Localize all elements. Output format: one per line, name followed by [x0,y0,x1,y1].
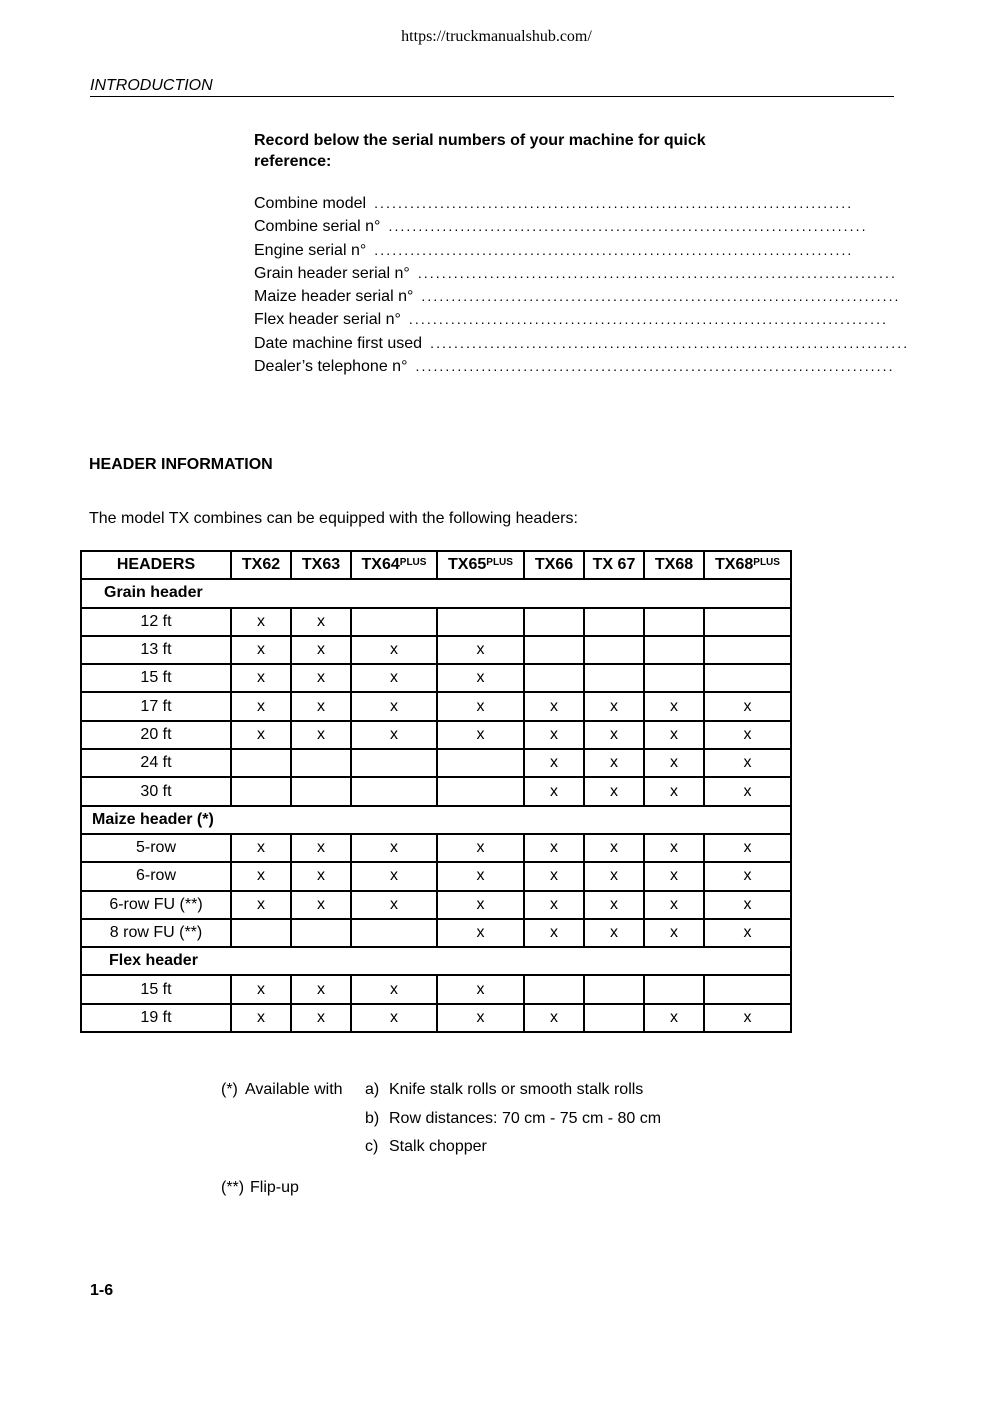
availability-cell: x [644,834,704,862]
availability-cell: x [644,1004,704,1032]
availability-cell [704,975,791,1003]
model-column-heading [231,551,291,579]
availability-cell: x [351,891,437,919]
availability-cell: x [437,636,524,664]
model-column-heading [524,551,584,579]
table-row [81,891,791,919]
availability-cell: x [524,777,584,805]
availability-cell: x [437,862,524,890]
availability-cell: x [644,692,704,720]
model-column-heading [291,551,351,579]
availability-cell: x [704,862,791,890]
availability-cell: x [524,749,584,777]
table-row [81,1004,791,1032]
availability-cell: x [231,891,291,919]
footnote-a-marker: a) [365,1081,380,1098]
availability-cell: x [351,975,437,1003]
group-row [81,806,791,834]
plus-suffix: PLUS [399,557,427,569]
row-label: 20 ft [81,721,231,749]
source-url: https://truckmanualshub.com/ [401,28,592,45]
availability-cell: x [351,834,437,862]
table-row [81,749,791,777]
availability-cell: x [351,1004,437,1032]
model-name: TX64 [361,556,400,574]
serial-field-row [254,308,889,331]
availability-cell: x [584,692,644,720]
serial-field-row [254,192,854,215]
availability-cell: x [437,1004,524,1032]
serial-field-label: Grain header serial n° [254,264,410,282]
availability-cell: x [291,664,351,692]
group-heading: Maize header (*) [81,806,791,834]
footnote-double-star-marker: (**) [221,1179,245,1196]
serial-field-row [254,285,901,308]
group-row [81,947,791,975]
availability-cell [351,749,437,777]
group-heading: Flex header [81,947,791,975]
availability-cell [437,608,524,636]
section-title: INTRODUCTION [90,77,894,97]
availability-cell: x [291,891,351,919]
availability-cell [524,636,584,664]
availability-cell: x [351,692,437,720]
model-name: TX65 [448,556,487,574]
model-column-heading [644,551,704,579]
group-row [81,579,791,607]
availability-cell [644,664,704,692]
serial-field-label: Flex header serial n° [254,311,401,329]
availability-cell: x [524,1004,584,1032]
table-row [81,834,791,862]
availability-cell: x [291,636,351,664]
availability-cell: x [231,721,291,749]
availability-cell: x [584,891,644,919]
availability-cell: x [584,749,644,777]
availability-cell: x [291,692,351,720]
availability-cell: x [644,891,704,919]
footnote-c-marker: c) [365,1138,379,1155]
availability-cell: x [584,721,644,749]
availability-cell [704,636,791,664]
row-label: 6-row FU (**) [81,891,231,919]
page-number: 1-6 [90,1282,114,1299]
serial-field-row [254,332,910,355]
model-name: TX68 [715,556,754,574]
availability-cell [524,975,584,1003]
table-row [81,777,791,805]
availability-cell: x [231,608,291,636]
availability-cell: x [437,664,524,692]
serial-field-dots: ................................................................................ [417,264,897,281]
availability-cell [351,608,437,636]
availability-cell: x [524,721,584,749]
row-label: 8 row FU (**) [81,919,231,947]
serial-fields-list [254,192,910,378]
row-label: 5-row [81,834,231,862]
availability-cell: x [644,721,704,749]
model-name: TX62 [241,556,281,574]
header-information-intro: The model TX combines can be equipped with the following headers: [89,510,578,527]
availability-cell: x [437,891,524,919]
serial-field-row [254,239,854,262]
availability-cell: x [644,777,704,805]
footnote-b-text: Row distances: 70 cm - 75 cm - 80 cm [389,1110,662,1127]
model-name: TX 67 [592,556,636,574]
availability-cell: x [231,975,291,1003]
availability-cell: x [291,862,351,890]
availability-cell [584,608,644,636]
availability-cell [584,664,644,692]
availability-cell: x [437,834,524,862]
model-name: TX63 [301,556,341,574]
footnote-flip-up: Flip-up [250,1179,299,1196]
availability-cell [644,636,704,664]
table-row [81,919,791,947]
model-column-heading [351,551,437,579]
row-label: 24 ft [81,749,231,777]
availability-cell [584,975,644,1003]
serial-field-dots: ................................................................................ [374,241,854,258]
availability-cell: x [291,1004,351,1032]
availability-cell: x [584,777,644,805]
footnote-a-text: Knife stalk rolls or smooth stalk rolls [389,1081,644,1098]
serial-field-dots: ................................................................................ [415,358,895,375]
availability-cell: x [524,862,584,890]
plus-suffix: PLUS [486,557,513,569]
availability-cell [644,608,704,636]
model-column-heading [584,551,644,579]
availability-cell: x [231,664,291,692]
availability-cell: x [351,862,437,890]
availability-cell: x [231,636,291,664]
row-label: 15 ft [81,975,231,1003]
table-row [81,692,791,720]
model-name: TX66 [534,556,574,574]
availability-cell [644,975,704,1003]
serial-field-dots: ................................................................................ [421,288,901,305]
group-heading: Grain header [81,579,791,607]
row-label: 15 ft [81,664,231,692]
serial-record-block [254,130,910,378]
serial-field-row [254,215,868,238]
headers-column-heading: HEADERS [81,551,231,579]
model-column-heading [704,551,791,579]
availability-cell [584,636,644,664]
table-body [81,579,791,1032]
footnote-b-marker: b) [365,1110,380,1127]
serial-field-dots: ................................................................................ [408,311,889,328]
availability-cell: x [644,919,704,947]
serial-field-label: Combine model [254,195,367,212]
availability-cell: x [351,721,437,749]
serial-field-dots: ................................................................................ [430,334,910,351]
availability-cell [291,777,351,805]
table-row [81,721,791,749]
availability-cell: x [704,919,791,947]
availability-cell [524,664,584,692]
availability-cell [584,1004,644,1032]
footnote-star-marker: (*) [221,1081,238,1098]
availability-cell [524,608,584,636]
availability-cell [704,664,791,692]
availability-cell: x [437,692,524,720]
footnote-c-text: Stalk chopper [389,1138,487,1155]
availability-cell [231,749,291,777]
table-row [81,975,791,1003]
availability-cell: x [524,834,584,862]
availability-cell: x [231,862,291,890]
model-column-heading [437,551,524,579]
availability-cell: x [524,919,584,947]
plus-suffix: PLUS [753,557,780,569]
availability-cell: x [584,919,644,947]
header-information-title: HEADER INFORMATION [89,456,273,473]
availability-cell [704,608,791,636]
availability-cell: x [524,891,584,919]
availability-cell: x [231,692,291,720]
availability-cell: x [291,608,351,636]
availability-cell: x [291,721,351,749]
table-header-row [81,551,791,579]
availability-cell: x [291,975,351,1003]
serial-field-label: Engine serial n° [254,241,367,259]
row-label: 17 ft [81,692,231,720]
availability-cell [437,749,524,777]
availability-cell: x [704,834,791,862]
availability-cell [291,749,351,777]
serial-field-label: Maize header serial n° [254,288,414,306]
availability-cell: x [704,749,791,777]
availability-cell: x [584,862,644,890]
serial-field-dots: ................................................................................ [388,218,868,235]
row-label: 30 ft [81,777,231,805]
availability-cell: x [231,1004,291,1032]
serial-field-label: Combine serial n° [254,218,381,236]
availability-cell: x [704,777,791,805]
availability-cell [351,919,437,947]
availability-cell: x [704,721,791,749]
footnote-available-with: Available with [245,1081,343,1098]
serial-record-heading: Record below the serial numbers of your machine for quick reference: [254,132,706,170]
serial-field-row [254,262,897,285]
availability-cell: x [704,1004,791,1032]
serial-field-label: Date machine first used [254,334,423,352]
model-name: TX68 [654,556,694,574]
availability-cell [231,919,291,947]
table-row [81,862,791,890]
availability-cell [351,777,437,805]
availability-cell: x [437,721,524,749]
availability-cell: x [351,636,437,664]
row-label: 13 ft [81,636,231,664]
table-row [81,636,791,664]
availability-cell: x [437,975,524,1003]
serial-field-dots: ................................................................................ [374,195,854,211]
availability-cell [291,919,351,947]
availability-cell: x [644,862,704,890]
row-label: 19 ft [81,1004,231,1032]
availability-cell: x [231,834,291,862]
serial-field-label: Dealer’s telephone n° [254,358,408,376]
serial-field-row [254,355,895,378]
availability-cell: x [437,919,524,947]
availability-cell: x [351,664,437,692]
availability-cell: x [584,834,644,862]
headers-table [80,550,792,1033]
availability-cell [437,777,524,805]
availability-cell [231,777,291,805]
availability-cell: x [524,692,584,720]
availability-cell: x [644,749,704,777]
availability-cell: x [704,891,791,919]
table-row [81,608,791,636]
availability-cell: x [291,834,351,862]
row-label: 12 ft [81,608,231,636]
row-label: 6-row [81,862,231,890]
table-row [81,664,791,692]
availability-cell: x [704,692,791,720]
